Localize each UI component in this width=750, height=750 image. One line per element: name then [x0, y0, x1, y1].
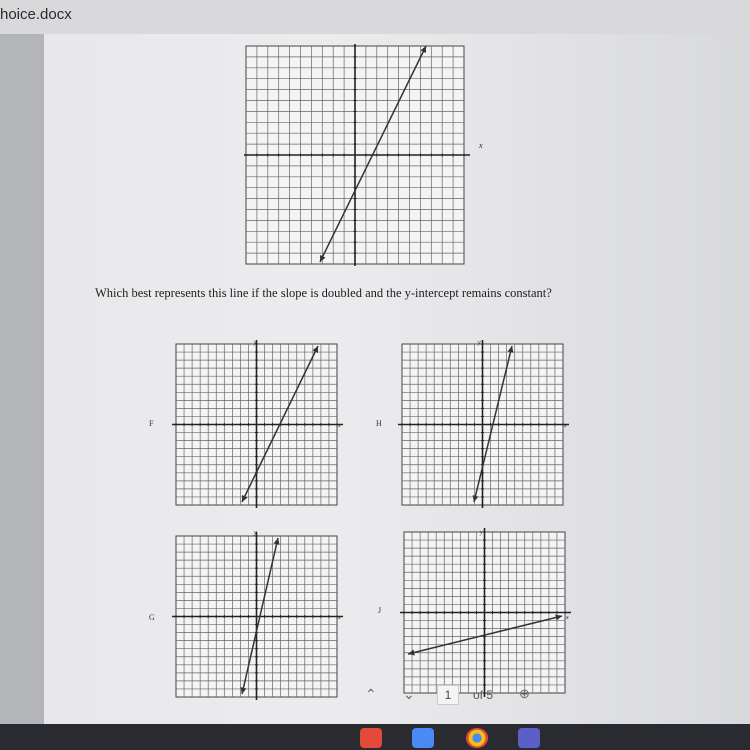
main-graph — [244, 44, 489, 266]
option-g-label: G — [149, 613, 155, 622]
option-f-label: F — [149, 419, 154, 428]
option-f-x-label: x — [338, 423, 341, 429]
document-title: hoice.docx — [0, 6, 72, 23]
window-title-bar — [0, 0, 750, 34]
option-g-y-label: y — [254, 530, 257, 536]
next-page-chevron-down-icon[interactable]: ⌄ — [403, 686, 415, 702]
option-graph-f — [172, 336, 347, 508]
option-graph-j — [398, 528, 573, 700]
play-app-icon[interactable] — [360, 728, 382, 748]
option-graph-g — [172, 528, 347, 700]
option-h-label: H — [376, 419, 382, 428]
chrome-icon[interactable] — [466, 728, 488, 748]
option-j-y-label: y — [480, 530, 483, 536]
question-text: Which best represents this line if the slope is doubled and the y-intercept remains constant? — [95, 286, 552, 300]
page-count-label: of 5 — [473, 688, 494, 702]
option-g-x-label: x — [338, 615, 341, 621]
option-graph-h — [398, 336, 573, 508]
taskbar — [0, 724, 750, 750]
page-number-input[interactable] — [437, 685, 459, 705]
teams-app-icon[interactable] — [518, 728, 540, 748]
option-f-y-label: y — [254, 340, 257, 346]
option-h-y-label: y — [478, 340, 481, 346]
option-h-x-label: x — [564, 423, 567, 429]
files-app-icon[interactable] — [412, 728, 434, 748]
option-j-label: J — [378, 606, 382, 615]
previous-page-chevron-up-icon[interactable]: ⌃ — [365, 686, 377, 702]
zoom-in-icon[interactable]: ⊕ — [519, 686, 530, 701]
main-graph-x-label: x — [479, 141, 483, 150]
page-navigator — [355, 684, 555, 710]
option-j-x-label: x — [566, 615, 569, 621]
